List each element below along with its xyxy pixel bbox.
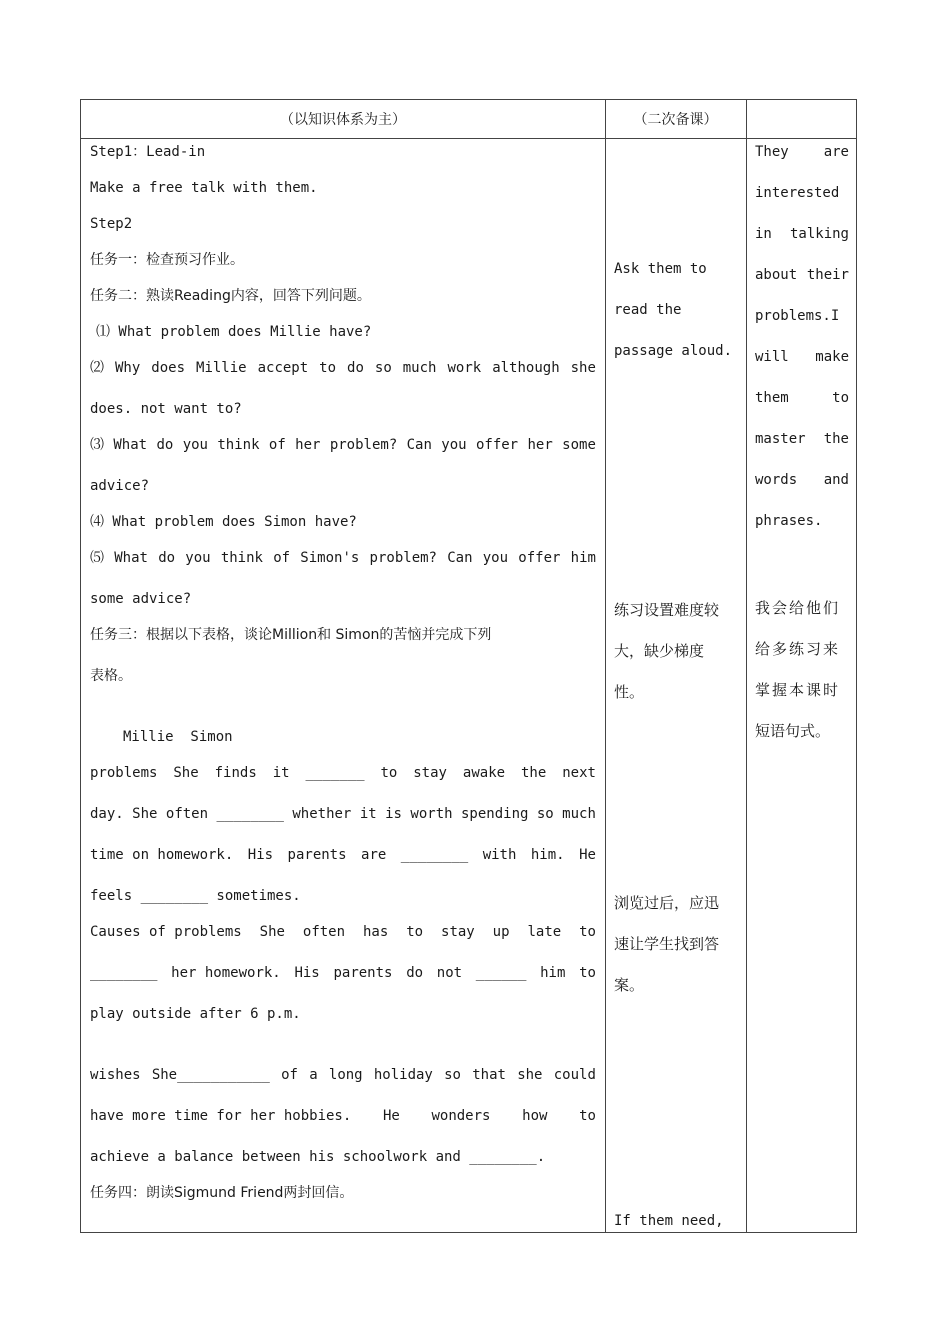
word: ⑵ bbox=[90, 360, 104, 376]
header-knowledge-system: （以知识体系为主） bbox=[280, 112, 406, 128]
word: accept bbox=[257, 360, 309, 376]
word: not bbox=[436, 965, 463, 981]
question-3-line1 bbox=[90, 436, 596, 454]
word: have more time for her hobbies. bbox=[90, 1108, 352, 1124]
word: next bbox=[562, 765, 596, 781]
note-skim-3: 案。 bbox=[614, 976, 645, 994]
wishes-line3: achieve a balance between his schoolwork and ________. bbox=[90, 1149, 546, 1165]
word: him. bbox=[530, 847, 565, 863]
word: she bbox=[570, 360, 596, 376]
causes-line2 bbox=[90, 964, 596, 982]
question-5-line1 bbox=[90, 549, 596, 567]
word: some bbox=[562, 437, 596, 453]
word: words bbox=[755, 472, 798, 488]
word: much bbox=[562, 806, 596, 822]
word: to bbox=[579, 965, 596, 981]
word: you bbox=[182, 437, 208, 453]
word: wishes bbox=[90, 1067, 141, 1083]
word: problem? bbox=[329, 437, 398, 453]
question-5-line2: some advice? bbox=[90, 591, 192, 607]
word: Can bbox=[406, 437, 432, 453]
reflection-line3 bbox=[755, 225, 849, 243]
word: could bbox=[553, 1067, 596, 1083]
word: her homework. bbox=[171, 965, 281, 981]
reflection-line1 bbox=[755, 143, 849, 161]
word: wonders bbox=[431, 1108, 491, 1124]
reflection-cn-1: 我会给他们 bbox=[755, 599, 841, 617]
word: to bbox=[380, 765, 398, 781]
word: long bbox=[328, 1067, 363, 1083]
word: finds bbox=[214, 765, 257, 781]
step2-heading: Step2 bbox=[90, 216, 133, 232]
question-4: ⑷ What problem does Simon have? bbox=[90, 514, 357, 530]
word: and bbox=[823, 472, 849, 488]
reflection-line4 bbox=[755, 266, 849, 284]
reflection-cn-2: 给多练习来 bbox=[755, 640, 841, 658]
word: a bbox=[309, 1067, 318, 1083]
reflection-line10: phrases. bbox=[755, 513, 823, 529]
word: She bbox=[173, 765, 199, 781]
word: stay bbox=[441, 924, 475, 940]
question-2-line2: does. not want to? bbox=[90, 401, 242, 417]
word: the bbox=[823, 431, 849, 447]
word: you bbox=[185, 550, 211, 566]
word: her bbox=[527, 437, 553, 453]
problems-line4: feels ________ sometimes. bbox=[90, 888, 301, 904]
word: talking bbox=[789, 226, 849, 242]
word: although bbox=[492, 360, 560, 376]
word: that bbox=[472, 1067, 506, 1083]
word: to bbox=[579, 924, 596, 940]
word: you bbox=[482, 550, 509, 566]
word: She___________ bbox=[151, 1067, 270, 1083]
word: will bbox=[755, 349, 789, 365]
word: it bbox=[272, 765, 290, 781]
task4-text: 任务四：朗读Sigmund Friend两封回信。 bbox=[90, 1185, 354, 1201]
task3-line1: 任务三：根据以下表格，谈论Million和 Simon的苦恼并完成下列 bbox=[90, 627, 492, 643]
note-skim-1: 浏览过后，应迅 bbox=[614, 894, 720, 912]
word: about bbox=[755, 267, 798, 283]
note-ask-read-3: passage aloud. bbox=[614, 343, 733, 359]
column-divider bbox=[746, 100, 747, 1232]
word: offer bbox=[475, 437, 519, 453]
word: She bbox=[132, 806, 158, 822]
word: ________ bbox=[90, 965, 158, 981]
word: her bbox=[295, 437, 321, 453]
word: of bbox=[268, 437, 286, 453]
causes-line3: play outside after 6 p.m. bbox=[90, 1006, 301, 1022]
word: Why bbox=[115, 360, 141, 376]
wishes-line1 bbox=[90, 1066, 596, 1084]
word: ⑸ bbox=[90, 550, 104, 566]
problems-line1 bbox=[90, 764, 596, 782]
comparison-table-head: Millie Simon bbox=[123, 729, 233, 745]
word: He bbox=[579, 847, 596, 863]
word: it bbox=[359, 806, 377, 822]
word: parents bbox=[333, 965, 393, 981]
wishes-line2 bbox=[90, 1107, 596, 1125]
header-notes bbox=[746, 100, 857, 138]
word: does bbox=[151, 360, 186, 376]
note-if-need: If them need, bbox=[614, 1213, 724, 1229]
word: _______ bbox=[305, 765, 365, 781]
reflection-line9 bbox=[755, 471, 849, 489]
task2-text: 任务二：熟读Reading内容，回答下列问题。 bbox=[90, 288, 371, 304]
task3-line2: 表格。 bbox=[90, 668, 132, 684]
header-second-prep: （二次备课） bbox=[633, 112, 718, 128]
word: to bbox=[579, 1108, 596, 1124]
word: day. bbox=[90, 806, 124, 822]
word: problem? bbox=[369, 550, 437, 566]
task1-text: 任务一：检查预习作业。 bbox=[90, 252, 244, 268]
word: make bbox=[815, 349, 849, 365]
word: do bbox=[156, 437, 174, 453]
word: often bbox=[165, 806, 209, 822]
word: What bbox=[113, 437, 148, 453]
note-difficulty-1: 练习设置难度较 bbox=[614, 601, 720, 619]
word: is bbox=[385, 806, 402, 822]
word: His bbox=[247, 847, 274, 863]
word: do bbox=[406, 965, 424, 981]
question-3-line2: advice? bbox=[90, 478, 150, 494]
note-difficulty-2: 大，缺少梯度 bbox=[614, 642, 705, 660]
word: think bbox=[220, 550, 263, 566]
reflection-line7 bbox=[755, 389, 849, 407]
word: ⑶ bbox=[90, 437, 104, 453]
word: do bbox=[158, 550, 176, 566]
word: offer bbox=[518, 550, 561, 566]
word: He bbox=[382, 1108, 400, 1124]
word: are bbox=[823, 144, 849, 160]
problems-line2 bbox=[90, 805, 596, 823]
free-talk-text: Make a free talk with them. bbox=[90, 180, 318, 196]
question-2-line1 bbox=[90, 359, 596, 377]
note-ask-read-2: read the bbox=[614, 302, 682, 318]
word: late bbox=[527, 924, 562, 940]
word: parents bbox=[287, 847, 347, 863]
word: to bbox=[406, 924, 424, 940]
word: the bbox=[521, 765, 547, 781]
word: ________ bbox=[216, 806, 284, 822]
word: you bbox=[441, 437, 467, 453]
reflection-line8 bbox=[755, 430, 849, 448]
word: him bbox=[540, 965, 566, 981]
causes-line1 bbox=[90, 923, 596, 941]
problems-line3 bbox=[90, 846, 596, 864]
word: has bbox=[362, 924, 389, 940]
word: so bbox=[374, 360, 392, 376]
word: think bbox=[217, 437, 260, 453]
column-divider bbox=[605, 100, 606, 1232]
note-ask-read-1: Ask them to bbox=[614, 261, 707, 277]
reflection-line2: interested bbox=[755, 185, 840, 201]
word: spending bbox=[461, 806, 529, 822]
lesson-plan-table bbox=[80, 99, 857, 1233]
reflection-line5: problems.I bbox=[755, 308, 840, 324]
word: up bbox=[492, 924, 510, 940]
word: Can bbox=[447, 550, 473, 566]
word: with bbox=[482, 847, 517, 863]
word: in bbox=[755, 226, 772, 242]
word: him bbox=[570, 550, 596, 566]
reflection-cn-3: 掌握本课时 bbox=[755, 681, 841, 699]
word: so bbox=[536, 806, 554, 822]
word: holiday bbox=[373, 1067, 433, 1083]
word: how bbox=[522, 1108, 548, 1124]
reflection-cn-4: 短语句式。 bbox=[755, 722, 831, 740]
word: much bbox=[402, 360, 437, 376]
word: to bbox=[832, 390, 849, 406]
reflection-line6 bbox=[755, 348, 849, 366]
word: Millie bbox=[196, 360, 247, 376]
word: Simon's bbox=[300, 550, 360, 566]
note-difficulty-3: 性。 bbox=[614, 683, 645, 701]
word: of bbox=[281, 1067, 298, 1083]
word: worth bbox=[410, 806, 453, 822]
word: problems bbox=[90, 765, 158, 781]
word: work bbox=[447, 360, 482, 376]
word: master bbox=[755, 431, 806, 447]
word: Causes of problems bbox=[90, 924, 242, 940]
note-skim-2: 速让学生找到答 bbox=[614, 935, 720, 953]
word: stay bbox=[413, 765, 447, 781]
word: often bbox=[302, 924, 346, 940]
word: ______ bbox=[475, 965, 527, 981]
word: They bbox=[755, 144, 789, 160]
step1-heading: Step1：Lead-in bbox=[90, 144, 206, 160]
word: His bbox=[294, 965, 320, 981]
header-divider bbox=[81, 138, 856, 139]
word: them bbox=[755, 390, 789, 406]
question-1: ⑴ What problem does Millie have? bbox=[96, 324, 372, 340]
word: of bbox=[273, 550, 291, 566]
word: do bbox=[347, 360, 364, 376]
word: to bbox=[319, 360, 337, 376]
word: She bbox=[259, 924, 285, 940]
word: their bbox=[806, 267, 849, 283]
word: awake bbox=[462, 765, 506, 781]
word: time on homework. bbox=[90, 847, 234, 863]
word: What bbox=[114, 550, 148, 566]
word: whether bbox=[292, 806, 352, 822]
word: ________ bbox=[400, 847, 469, 863]
word: are bbox=[361, 847, 387, 863]
word: so bbox=[444, 1067, 461, 1083]
word: she bbox=[517, 1067, 543, 1083]
